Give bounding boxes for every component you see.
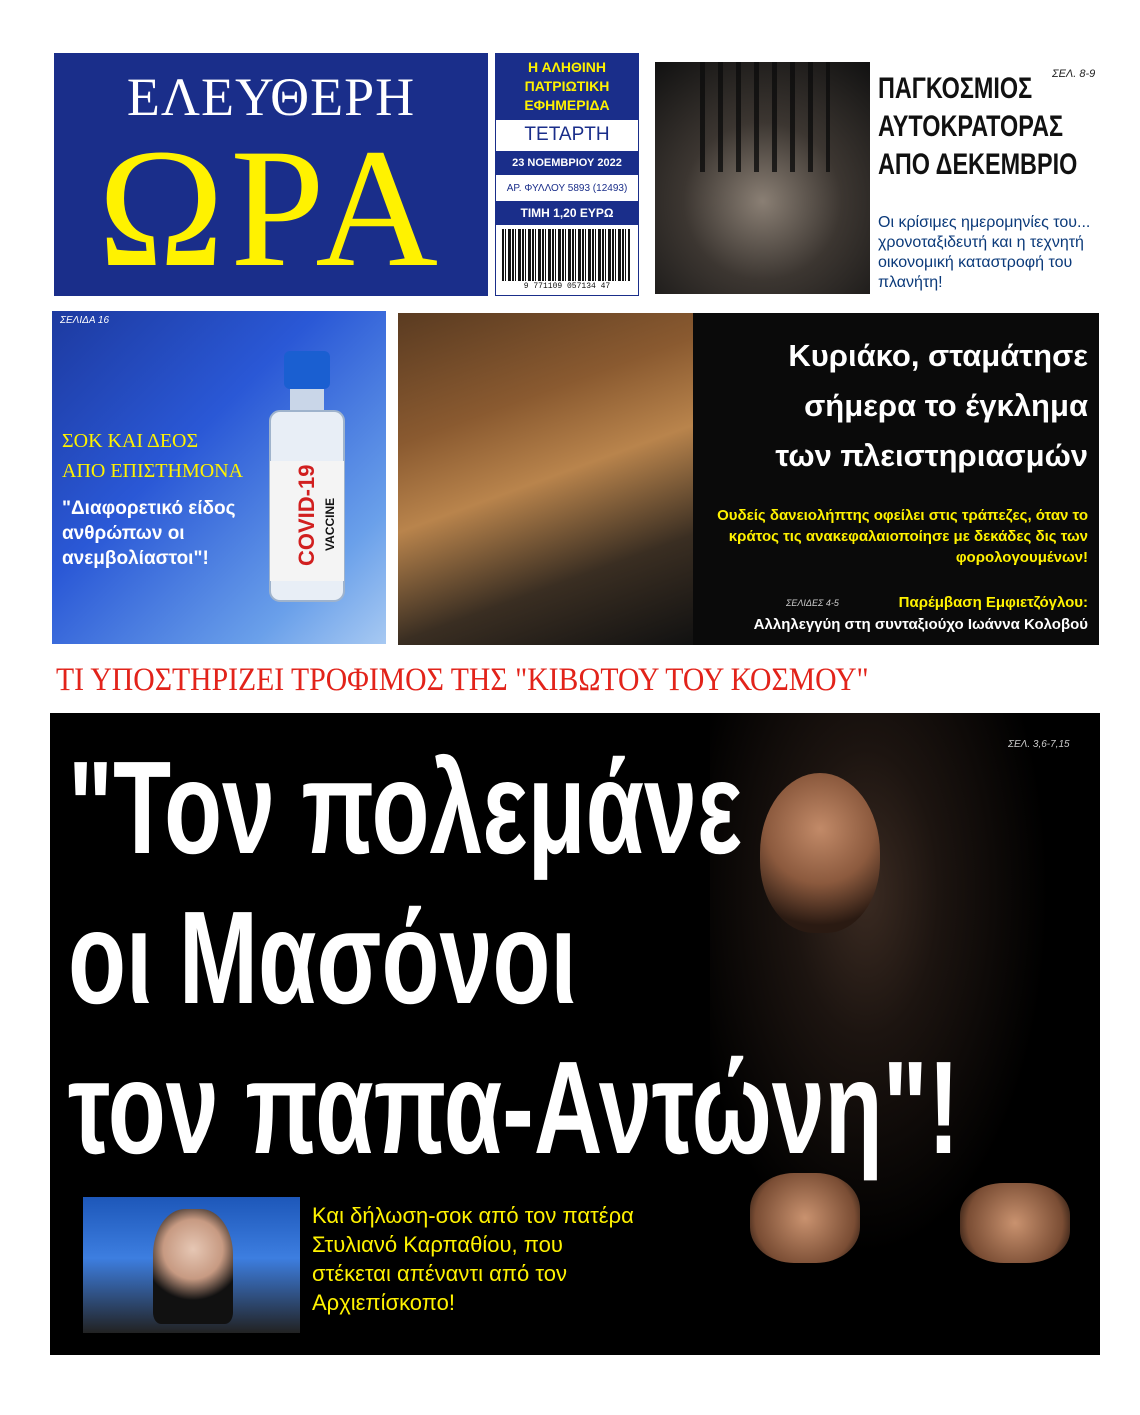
foreclosure-story[interactable]: [398, 313, 1099, 645]
masthead: [54, 53, 488, 302]
inset-priest: [153, 1209, 233, 1324]
issue-day: ΤΕΤΑΡΤΗ: [524, 124, 610, 145]
top-right-headline-line-1: ΠΑΓΚΟΣΜΙΟΣ: [878, 72, 1033, 105]
main-headline-line-3: τον παπα-Αντώνη"!: [68, 1034, 960, 1181]
foreclosure-headline-line-3: των πλειστηριασμών: [775, 438, 1088, 473]
foreclosure-headline-line-2: σήμερα το έγκλημα: [804, 388, 1088, 423]
top-right-headline[interactable]: [878, 70, 1089, 184]
main-kicker: ΤΙ ΥΠΟΣΤΗΡΙΖΕΙ ΤΡΟΦΙΜΟΣ ΤΗΣ "ΚΙΒΩΤΟΥ ΤΟΥ ΚΟΣΜΟΥ": [56, 662, 869, 698]
masthead-title: ΩΡΑ: [97, 114, 445, 302]
vaccine-kicker-line-1: ΣΟΚ ΚΑΙ ΔΕΟΣ: [62, 430, 199, 452]
slogan-line-3: ΕΦΗΜΕΡΙΔΑ: [524, 97, 610, 113]
prison-bars-icon: [700, 62, 830, 172]
vial-sublabel: VACCINE: [323, 497, 337, 551]
top-right-page-ref: ΣΕΛ. 8-9: [1052, 68, 1096, 80]
main-page-ref: ΣΕΛ. 3,6-7,15: [1008, 739, 1070, 750]
vial-label: COVID-19: [294, 464, 319, 566]
masthead-top: ΕΛΕΥΘΕΡΗ: [126, 67, 416, 127]
main-story[interactable]: [50, 713, 1100, 1355]
issue-date: 23 ΝΟΕΜΒΡΙΟΥ 2022: [496, 151, 638, 175]
slogan-line-1: Η ΑΛΗΘΙΝΗ: [527, 59, 607, 75]
main-headline-line-2: οι Μασόνοι: [68, 884, 577, 1031]
issue-number: ΑΡ. ΦΥΛΛΟΥ 5893 (12493): [506, 183, 628, 194]
priest-hand-left: [750, 1173, 860, 1263]
intervention-text: Αλληλεγγύη στη συνταξιούχο Ιωάννα Κολοβού: [753, 616, 1088, 633]
foreclosure-subhead: Ουδείς δανειολήπτης οφείλει στις τράπεζες, όταν το κράτος τις ανακεφαλαιοποίησε με δεκάδες δις των φορολογουμένων!: [717, 507, 1088, 566]
foreclosure-headline-line-1: Κυριάκο, σταμάτησε: [788, 338, 1088, 373]
foreclosure-photo: [398, 313, 693, 645]
vaccine-kicker-line-2: ΑΠΟ ΕΠΙΣΤΗΜΟΝΑ: [62, 460, 244, 482]
vaccine-quote: "Διαφορετικό είδος ανθρώπων οι ανεμβολίαστοι"!: [62, 498, 236, 569]
vaccine-kicker: [62, 426, 243, 486]
slogan: [496, 54, 638, 120]
barcode-icon: [502, 229, 630, 281]
top-right-headline-line-2: ΑΥΤΟΚΡΑΤΟΡΑΣ: [878, 110, 1064, 143]
slogan-line-2: ΠΑΤΡΙΩΤΙΚΗ: [524, 78, 610, 94]
priest-hand-right: [960, 1183, 1070, 1263]
foreclosure-page-ref: ΣΕΛΙΔΕΣ 4-5: [786, 598, 839, 608]
intervention-title: Παρέμβαση Εμφιετζόγλου:: [898, 594, 1088, 611]
issue-info-box: [495, 53, 639, 296]
top-right-headline-line-3: ΑΠΟ ΔΕΚΕΜΒΡΙΟ: [878, 148, 1078, 181]
foreclosure-headline: [688, 331, 1088, 481]
inset-photo: [83, 1197, 300, 1333]
barcode-number: 9 771109 057134 47: [523, 282, 611, 291]
main-subhead: Και δήλωση-σοκ από τον πατέρα Στυλιανό Καρπαθίου, που στέκεται απέναντι από τον Αρχιεπίσκοπο!: [312, 1203, 634, 1315]
top-right-subhead: Οι κρίσιμες ημερομηνίες του... χρονοταξιδευτή και η τεχνητή οικονομική καταστροφή του πλανήτη!: [878, 214, 1091, 291]
vaccine-page-ref: ΣΕΛΙΔΑ 16: [60, 315, 110, 326]
main-headline: [68, 733, 968, 1183]
vaccine-vial-icon: [262, 351, 352, 606]
issue-price: ΤΙΜΗ 1,20 ΕΥΡΩ: [496, 201, 638, 225]
vaccine-story[interactable]: [52, 311, 386, 644]
main-headline-line-1: "Τον πολεμάνε: [68, 734, 743, 881]
